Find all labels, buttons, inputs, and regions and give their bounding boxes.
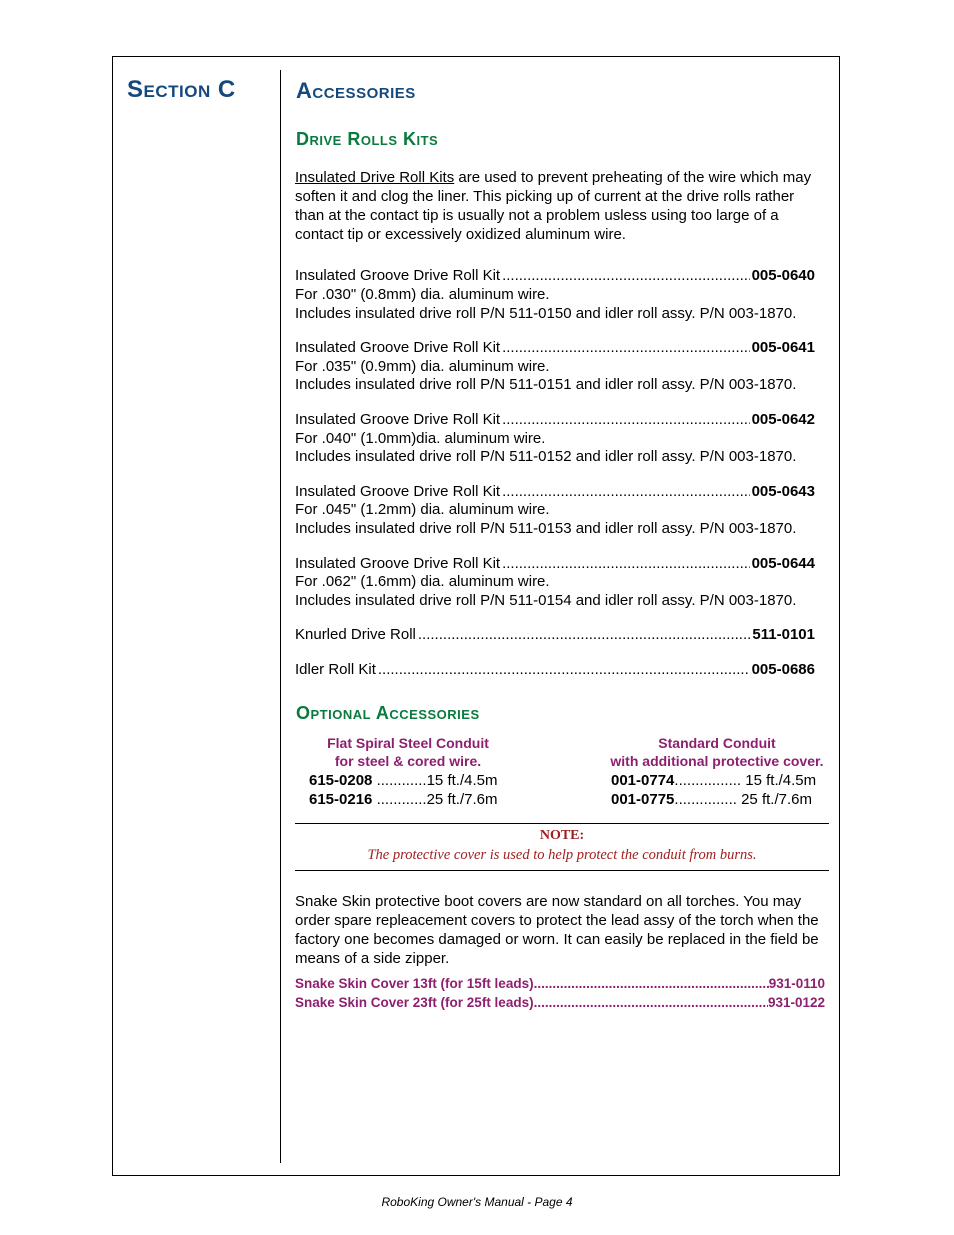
kit-desc: Includes insulated drive roll P/N 511-0153 and idler roll assy. P/N 003-1870.: [295, 520, 797, 537]
note-bottom-rule: [295, 870, 829, 871]
kit-row: [295, 554, 815, 573]
knurled-code: 511-0101: [752, 626, 815, 643]
snake-label: Snake Skin Cover 23ft (for 25ft leads): [295, 995, 534, 1010]
right-conduit-sub: with additional protective cover.: [610, 753, 824, 769]
intro-link-text: Insulated Drive Roll Kits: [295, 169, 455, 186]
kit-row: [295, 266, 815, 285]
right-conduit-head: Standard Conduit: [658, 735, 776, 751]
page-footer: RoboKing Owner's Manual - Page 4: [381, 1195, 573, 1209]
conduit-dots: ............: [372, 791, 427, 808]
kit-desc: Includes insulated drive roll P/N 511-0154 and idler roll assy. P/N 003-1870.: [295, 592, 797, 609]
kit-desc: For .030" (0.8mm) dia. aluminum wire.: [295, 286, 550, 303]
conduit-length: 25 ft./7.6m: [426, 791, 498, 808]
note-title: NOTE:: [539, 828, 585, 843]
right-conduit-row: [611, 790, 812, 809]
kit-row: [295, 482, 815, 501]
kit-code: 005-0641: [751, 339, 815, 356]
conduit-dots: ............: [372, 772, 427, 789]
snake-code: 931-0110: [768, 976, 825, 991]
intro-text: are used to prevent preheating of the wire which may soften it and clog the liner. This picking up of current at the drive rolls rather than at the contact tip is usually not a problem usless using too large of a contact tip or excessively oxidized aluminum wire.: [295, 169, 812, 243]
kit-code: 005-0644: [751, 555, 815, 572]
kit-label: Insulated Groove Drive Roll Kit: [295, 267, 501, 284]
conduit-code: 615-0216: [309, 791, 373, 808]
kit-desc: Includes insulated drive roll P/N 511-0150 and idler roll assy. P/N 003-1870.: [295, 305, 797, 322]
conduit-code: 001-0774: [611, 772, 675, 789]
conduit-length: 15 ft./4.5m: [426, 772, 498, 789]
kit-desc: For .062" (1.6mm) dia. aluminum wire.: [295, 573, 550, 590]
kit-desc: For .040" (1.0mm)dia. aluminum wire.: [295, 430, 546, 447]
right-conduit-row: [611, 771, 816, 790]
knurled-label: Knurled Drive Roll: [295, 626, 416, 643]
conduit-dots: ................: [674, 772, 742, 789]
page-heading: Accessories: [296, 78, 416, 103]
snake-code: 931-0122: [767, 995, 825, 1010]
kit-code: 005-0643: [751, 483, 815, 500]
idler-row: [295, 660, 815, 679]
drive-rolls-title: Drive Rolls Kits: [296, 129, 439, 149]
conduit-length: 25 ft./7.6m: [736, 791, 812, 808]
kit-desc: Includes insulated drive roll P/N 511-0151 and idler roll assy. P/N 003-1870.: [295, 376, 797, 393]
kit-desc: For .045" (1.2mm) dia. aluminum wire.: [295, 501, 550, 518]
kit-label: Insulated Groove Drive Roll Kit: [295, 483, 501, 500]
kit-row: [295, 338, 815, 357]
conduit-code: 615-0208: [309, 772, 373, 789]
snake-label: Snake Skin Cover 13ft (for 15ft leads): [295, 976, 534, 991]
snake-item: [295, 995, 825, 1010]
kit-label: Insulated Groove Drive Roll Kit: [295, 339, 501, 356]
idler-label: Idler Roll Kit: [295, 661, 376, 678]
left-conduit-head: Flat Spiral Steel Conduit: [327, 735, 489, 751]
snake-item: [295, 976, 825, 991]
kit-label: Insulated Groove Drive Roll Kit: [295, 411, 501, 428]
left-conduit-row: [309, 790, 497, 809]
section-label: Section C: [127, 76, 236, 103]
conduit-dots: ...............: [674, 791, 737, 808]
note-text: The protective cover is used to help protect the conduit from burns.: [367, 847, 757, 863]
kit-desc: Includes insulated drive roll P/N 511-0152 and idler roll assy. P/N 003-1870.: [295, 448, 797, 465]
snake-paragraph: Snake Skin protective boot covers are now standard on all torches. You may order spare repleacement covers to protect the lead assy of the torch when the factory one becomes damaged or worn. It can easily be replaced in the field be means of a side zipper.: [295, 893, 819, 967]
column-divider: [280, 70, 281, 1163]
knurled-row: [295, 625, 815, 644]
kit-label: Insulated Groove Drive Roll Kit: [295, 555, 501, 572]
drive-rolls-intro: [295, 168, 825, 244]
conduit-code: 001-0775: [611, 791, 675, 808]
kit-desc: For .035" (0.9mm) dia. aluminum wire.: [295, 358, 550, 375]
optional-title: Optional Accessories: [296, 703, 480, 723]
kit-code: 005-0640: [751, 267, 815, 284]
note-top-rule: [295, 823, 829, 824]
left-conduit-sub: for steel & cored wire.: [334, 753, 482, 769]
conduit-length: 15 ft./4.5m: [741, 772, 817, 789]
kit-code: 005-0642: [751, 411, 815, 428]
kit-row: [295, 410, 815, 429]
left-conduit-row: [309, 771, 497, 790]
idler-code: 005-0686: [751, 661, 815, 678]
